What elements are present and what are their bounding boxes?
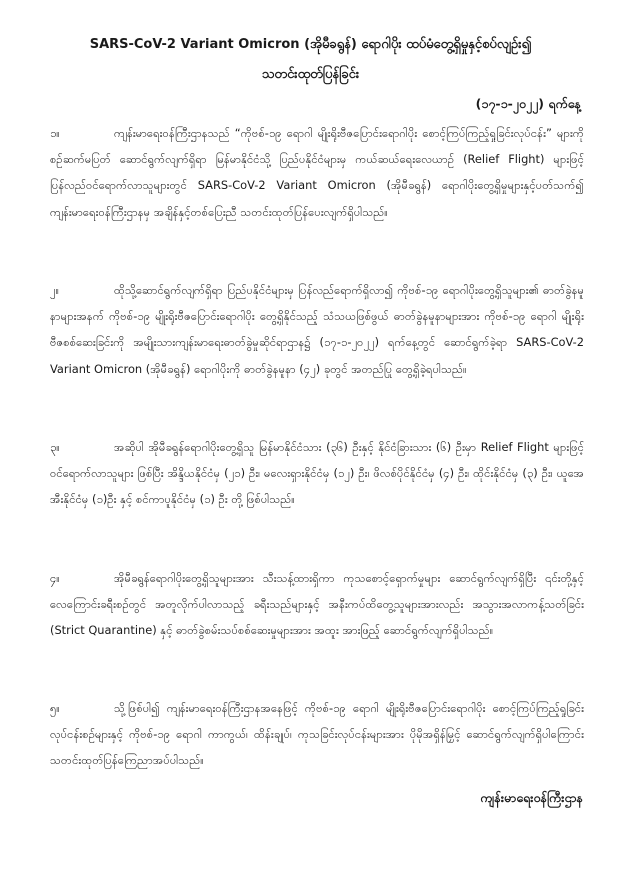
document-date: (၁၇-၁-၂၀၂၂) ရက်နေ့ [475, 96, 581, 111]
document-title: SARS-CoV-2 Variant Omicron (အိုမီခရွန်) ရောဂါပိုး ထပ်မံတွေ့ရှိမှုနှင့်စပ်လျဉ်း၍ [89, 37, 532, 52]
paragraph-5: ၅။ သို့ဖြစ်ပါ၍ ကျန်းမာရေးဝန်ကြီးဌာနအနေဖြင့် ကိုဗစ်-၁၉ ရောဂါ မျိုးရိုးဗီဇပြောင်းရောဂါပိုး စောင့်ကြပ်ကြည့်ရှုခြင်းလုပ်ငန်းစဉ်များနှင့် ကိုဗစ်-၁၉ ရောဂါ ကာကွယ်၊ ထိန်းချုပ်၊ ကုသခြင်းလုပ်ငန်းများအား ပိုမိုအရှိန်မြှင့် ဆောင်ရွက်လျက်ရှိပါကြောင်း သတင်းထုတ်ပြန်ကြေညာအပ်ပါသည်။ [50, 701, 584, 768]
issuer-signature: ကျန်းမာရေးဝန်ကြီးဌာန [480, 790, 583, 805]
paragraph-3: ၃။ အဆိုပါ အိုမီခရွန်ရောဂါပိုးတွေ့ရှိသူ မြန်မာနိုင်ငံသား (၃၆) ဦးနှင့် နိုင်ငံခြားသား (၆) ဦးမှာ Relief Flight များဖြင့် ဝင်ရောက်လာသူများ ဖြစ်ပြီး အိန္ဒိယနိုင်ငံမှ (၂၁) ဦး၊ မလေးရှားနိုင်ငံမှ (၁၂) ဦး၊ ဖိလစ်ပိုင်နိုင်ငံမှ (၄) ဦး၊ ထိုင်းနိုင်ငံမှ (၃) ဦး၊ ယူအေအီးနိုင်ငံမှ (၁)ဦး နှင့် စင်ကာပူနိုင်ငံမှ (၁) ဦး တို့ ဖြစ်ပါသည်။ [50, 440, 584, 507]
paragraph-4: ၄။ အိုမီခရွန်ရောဂါပိုးတွေ့ရှိသူများအား သီးသန့်ထားရှိကာ ကုသစောင့်ရှောက်မှုများ ဆောင်ရွက်လျက်ရှိပြီး ၎င်းတို့နှင့် လေကြောင်းခရီးစဉ်တွင် အတူလိုက်ပါလာသည့် ခရီးသည်များနှင့် အနီးကပ်ထိတွေ့သူများအားလည်း အသွားအလာကန့်သတ်ခြင်း (Strict Quarantine) နှင့် ဓာတ်ခွဲစမ်းသပ်စစ်ဆေးမှုများအား အထူး အားဖြည့် ဆောင်ရွက်လျက်ရှိပါသည်။ [50, 571, 584, 638]
document-subtitle: သတင်းထုတ်ပြန်ခြင်း [261, 67, 360, 82]
paragraph-text: သို့ဖြစ်ပါ၍ ကျန်းမာရေးဝန်ကြီးဌာနအနေဖြင့် ကိုဗစ်-၁၉ ရောဂါ မျိုးရိုးဗီဇပြောင်းရောဂါပိုး စောင့်ကြပ်ကြည့်ရှုခြင်းလုပ်ငန်းစဉ်များနှင့် ကိုဗစ်-၁၉ ရောဂါ ကာကွယ်၊ ထိန်းချုပ်၊ ကုသခြင်းလုပ်ငန်းများအား ပိုမိုအရှိန်မြှင့် ဆောင်ရွက်လျက်ရှိပါကြောင်း သတင်းထုတ်ပြန်ကြေညာအပ်ပါသည်။ [50, 701, 584, 768]
paragraph-text: ထိုသို့ဆောင်ရွက်လျက်ရှိရာ ပြည်ပနိုင်ငံများမှ ပြန်လည်ရောက်ရှိလာ၍ ကိုဗစ်-၁၉ ရောဂါပိုးတွေ့ရှိသူများ၏ ဓာတ်ခွဲနမူနာများအနက် ကိုဗစ်-၁၉ မျိုးရိုးဗီဇပြောင်းရောဂါပိုး တွေ့ရှိနိုင်သည့် သံသယဖြစ်ဖွယ် ဓာတ်ခွဲနမူနာများအား ကိုဗစ်-၁၉ ရောဂါ မျိုးရိုးဗီဇစစ်ဆေးခြင်းကို အမျိုးသားကျန်းမာရေးဓာတ်ခွဲမှုဆိုင်ရာဌာန၌ (၁၇-၁-၂၀၂၂) ရက်နေ့တွင် ဆောင်ရွက်ခဲ့ရာ SARS-CoV-2 Variant Omicron (အိုမီခရွန်) ရောဂါပိုးကို ဓာတ်ခွဲနမူနာ (၄၂) ခုတွင် အတည်ပြု တွေ့ရှိခဲ့ရပါသည်။ [50, 283, 584, 376]
paragraph-2: ၂။ ထိုသို့ဆောင်ရွက်လျက်ရှိရာ ပြည်ပနိုင်ငံများမှ ပြန်လည်ရောက်ရှိလာ၍ ကိုဗစ်-၁၉ ရောဂါပိုးတွေ့ရှိသူများ၏ ဓာတ်ခွဲနမူနာများအနက် ကိုဗစ်-၁၉ မျိုးရိုးဗီဇပြောင်းရောဂါပိုး တွေ့ရှိနိုင်သည့် သံသယဖြစ်ဖွယ် ဓာတ်ခွဲနမူနာများအား ကိုဗစ်-၁၉ ရောဂါ မျိုးရိုးဗီဇစစ်ဆေးခြင်းကို အမျိုးသားကျန်းမာရေးဓာတ်ခွဲမှုဆိုင်ရာဌာန၌ (၁၇-၁-၂၀၂၂) ရက်နေ့တွင် ဆောင်ရွက်ခဲ့ရာ SARS-CoV-2 Variant Omicron (အိုမီခရွန်) ရောဂါပိုးကို ဓာတ်ခွဲနမူနာ (၄၂) ခုတွင် အတည်ပြု တွေ့ရှိခဲ့ရပါသည်။ [50, 283, 584, 376]
paragraph-text: အိုမီခရွန်ရောဂါပိုးတွေ့ရှိသူများအား သီးသန့်ထားရှိကာ ကုသစောင့်ရှောက်မှုများ ဆောင်ရွက်လျက်ရှိပြီး ၎င်းတို့နှင့် လေကြောင်းခရီးစဉ်တွင် အတူလိုက်ပါလာသည့် ခရီးသည်များနှင့် အနီးကပ်ထိတွေ့သူများအားလည်း အသွားအလာကန့်သတ်ခြင်း (Strict Quarantine) နှင့် ဓာတ်ခွဲစမ်းသပ်စစ်ဆေးမှုများအား အထူး အားဖြည့် ဆောင်ရွက်လျက်ရှိပါသည်။ [50, 571, 584, 638]
paragraph-1: ၁။ ကျန်းမာရေးဝန်ကြီးဌာနသည် “ကိုဗစ်-၁၉ ရောဂါ မျိုးရိုးဗီဇပြောင်းရောဂါပိုး စောင့်ကြပ်ကြည့်ရှုခြင်းလုပ်ငန်း” များကို စဉ်ဆက်မပြတ် ဆောင်ရွက်လျက်ရှိရာ မြန်မာနိုင်ငံသို့ ပြည်ပနိုင်ငံများမှ ကယ်ဆယ်ရေးလေယာဉ် (Relief Flight) များဖြင့် ပြန်လည်ဝင်ရောက်လာသူများတွင် SARS-CoV-2 Variant Omicron (အိုမီခရွန်) ရောဂါပိုးတွေ့ရှိမှုများနှင့်ပတ်သက်၍ ကျန်းမာရေးဝန်ကြီးဌာနမှ အချိန်နှင့်တစ်ပြေးညီ သတင်းထုတ်ပြန်ပေးလျက်ရှိပါသည်။ [50, 126, 584, 219]
paragraph-text: အဆိုပါ အိုမီခရွန်ရောဂါပိုးတွေ့ရှိသူ မြန်မာနိုင်ငံသား (၃၆) ဦးနှင့် နိုင်ငံခြားသား (၆) ဦးမှာ Relief Flight များဖြင့် ဝင်ရောက်လာသူများ ဖြစ်ပြီး အိန္ဒိယနိုင်ငံမှ (၂၁) ဦး၊ မလေးရှားနိုင်ငံမှ (၁၂) ဦး၊ ဖိလစ်ပိုင်နိုင်ငံမှ (၄) ဦး၊ ထိုင်းနိုင်ငံမှ (၃) ဦး၊ ယူအေအီးနိုင်ငံမှ (၁)ဦး နှင့် စင်ကာပူနိုင်ငံမှ (၁) ဦး တို့ ဖြစ်ပါသည်။ [50, 440, 584, 507]
paragraph-text: ကျန်းမာရေးဝန်ကြီးဌာနသည် “ကိုဗစ်-၁၉ ရောဂါ မျိုးရိုးဗီဇပြောင်းရောဂါပိုး စောင့်ကြပ်ကြည့်ရှုခြင်းလုပ်ငန်း” များကို စဉ်ဆက်မပြတ် ဆောင်ရွက်လျက်ရှိရာ မြန်မာနိုင်ငံသို့ ပြည်ပနိုင်ငံများမှ ကယ်ဆယ်ရေးလေယာဉ် (Relief Flight) များဖြင့် ပြန်လည်ဝင်ရောက်လာသူများတွင် SARS-CoV-2 Variant Omicron (အိုမီခရွန်) ရောဂါပိုးတွေ့ရှိမှုများနှင့်ပတ်သက်၍ ကျန်းမာရေးဝန်ကြီးဌာနမှ အချိန်နှင့်တစ်ပြေးညီ သတင်းထုတ်ပြန်ပေးလျက်ရှိပါသည်။ [50, 126, 584, 219]
